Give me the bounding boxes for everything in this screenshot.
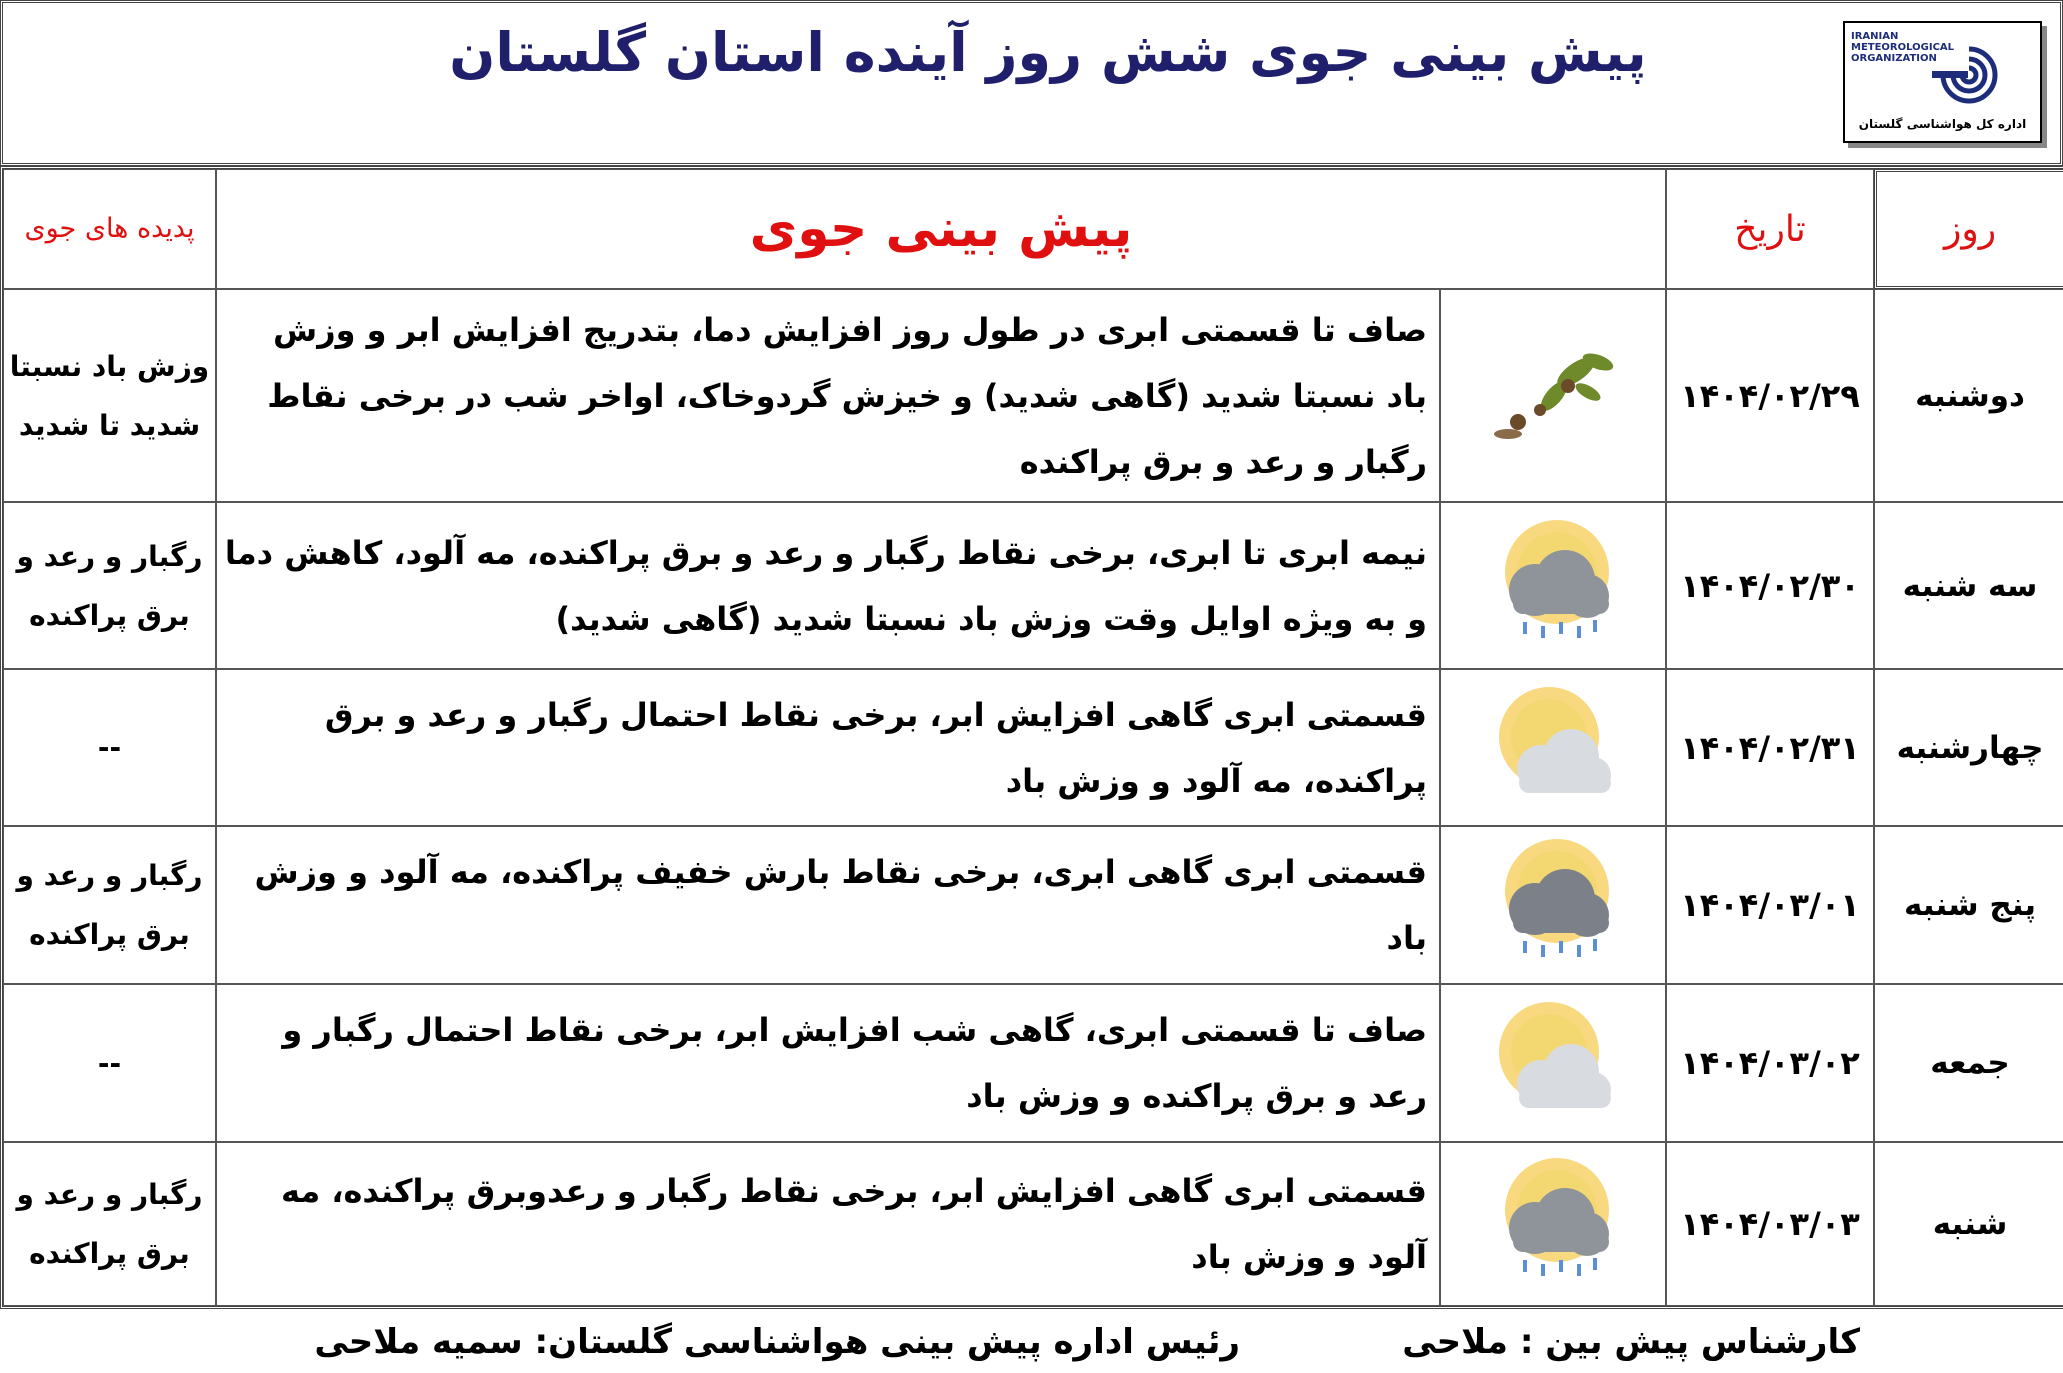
forecast-cell: قسمتی ابری گاهی افزایش ابر، برخی نقاط رگبار و رعدوبرق پراکنده، مه آلود و وزش باد bbox=[216, 1142, 1440, 1306]
forecaster-signature: کارشناس پیش بین : ملاحی bbox=[1402, 1322, 1860, 1362]
day-cell: جمعه bbox=[1874, 984, 2063, 1142]
table-row bbox=[3, 984, 2063, 1142]
forecast-cell: قسمتی ابری گاهی ابری، برخی نقاط بارش خفیف پراکنده، مه آلود و وزش باد bbox=[216, 826, 1440, 984]
forecast-cell: صاف تا قسمتی ابری، گاهی شب افزایش ابر، برخی نقاط احتمال رگبار و رعد و برق پراکنده و وزش باد bbox=[216, 984, 1440, 1142]
logo-text-fa: اداره کل هواشناسی گلستان bbox=[1858, 117, 2027, 131]
day-cell: دوشنبه bbox=[1874, 289, 2063, 502]
title-banner bbox=[0, 0, 2063, 166]
date-cell: ۱۴۰۴/۰۳/۰۱ bbox=[1666, 826, 1874, 984]
phenomena-cell: رگبار و رعد و برق پراکنده bbox=[3, 1142, 216, 1306]
forecast-table bbox=[0, 166, 2063, 1309]
logo-emblem-icon bbox=[1930, 41, 2008, 105]
date-cell: ۱۴۰۴/۰۲/۲۹ bbox=[1666, 289, 1874, 502]
weather-icon-cell bbox=[1440, 826, 1666, 984]
partly-cloudy-icon bbox=[1483, 681, 1623, 811]
cloud-rain-sun-icon bbox=[1483, 514, 1623, 654]
date-cell: ۱۴۰۴/۰۳/۰۳ bbox=[1666, 1142, 1874, 1306]
forecast-cell: قسمتی ابری گاهی افزایش ابر، برخی نقاط احتمال رگبار و رعد و برق پراکنده، مه آلود و وزش باد bbox=[216, 669, 1440, 826]
day-cell: سه شنبه bbox=[1874, 502, 2063, 669]
header-forecast: پیش بینی جوی bbox=[216, 169, 1666, 289]
weather-icon-cell bbox=[1440, 502, 1666, 669]
day-cell: پنج شنبه bbox=[1874, 826, 2063, 984]
weather-icon-cell bbox=[1440, 1142, 1666, 1306]
phenomena-cell: رگبار و رعد و برق پراکنده bbox=[3, 826, 216, 984]
cloud-rain-sun-icon bbox=[1483, 833, 1623, 973]
cloud-rain-sun-icon bbox=[1483, 1152, 1623, 1292]
logo-text-en: IRANIAN METEOROLOGICAL ORGANIZATION bbox=[1851, 31, 1955, 64]
table-row bbox=[3, 289, 2063, 502]
day-cell: شنبه bbox=[1874, 1142, 2063, 1306]
dust-leaves-icon bbox=[1478, 334, 1628, 454]
phenomena-cell: -- bbox=[3, 669, 216, 826]
table-header-row bbox=[3, 169, 2063, 289]
forecast-cell: صاف تا قسمتی ابری در طول روز افزایش دما، بتدریج افزایش ابر و وزش باد نسبتا شدید (گاهی شدید) و خیزش گردوخاک، اواخر شب در برخی نقاط رگبار و رعد و برق پراکنده bbox=[216, 289, 1440, 502]
day-cell: چهارشنبه bbox=[1874, 669, 2063, 826]
forecast-cell: نیمه ابری تا ابری، برخی نقاط رگبار و رعد و برق پراکنده، مه آلود، کاهش دما و به ویژه اوایل وقت وزش باد نسبتا شدید (گاهی شدید) bbox=[216, 502, 1440, 669]
phenomena-cell: -- bbox=[3, 984, 216, 1142]
phenomena-cell: رگبار و رعد و برق پراکنده bbox=[3, 502, 216, 669]
table-row bbox=[3, 669, 2063, 826]
weather-icon-cell bbox=[1440, 289, 1666, 502]
header-day: روز bbox=[1874, 169, 2063, 289]
partly-cloudy-icon bbox=[1483, 996, 1623, 1126]
chief-signature: رئیس اداره پیش بینی هواشناسی گلستان: سمیه ملاحی bbox=[314, 1322, 1240, 1362]
table-row bbox=[3, 1142, 2063, 1306]
date-cell: ۱۴۰۴/۰۳/۰۲ bbox=[1666, 984, 1874, 1142]
weather-icon-cell bbox=[1440, 984, 1666, 1142]
date-cell: ۱۴۰۴/۰۲/۳۱ bbox=[1666, 669, 1874, 826]
table-row bbox=[3, 826, 2063, 984]
weather-icon-cell bbox=[1440, 669, 1666, 826]
page-title: پیش بینی جوی شش روز آینده استان گلستان bbox=[449, 21, 1647, 84]
header-date: تاریخ bbox=[1666, 169, 1874, 289]
table-row bbox=[3, 502, 2063, 669]
phenomena-cell: وزش باد نسبتا شدید تا شدید bbox=[3, 289, 216, 502]
date-cell: ۱۴۰۴/۰۲/۳۰ bbox=[1666, 502, 1874, 669]
meteorological-organization-logo bbox=[1843, 21, 2042, 143]
header-phenomena: پدیده های جوی bbox=[3, 169, 216, 289]
